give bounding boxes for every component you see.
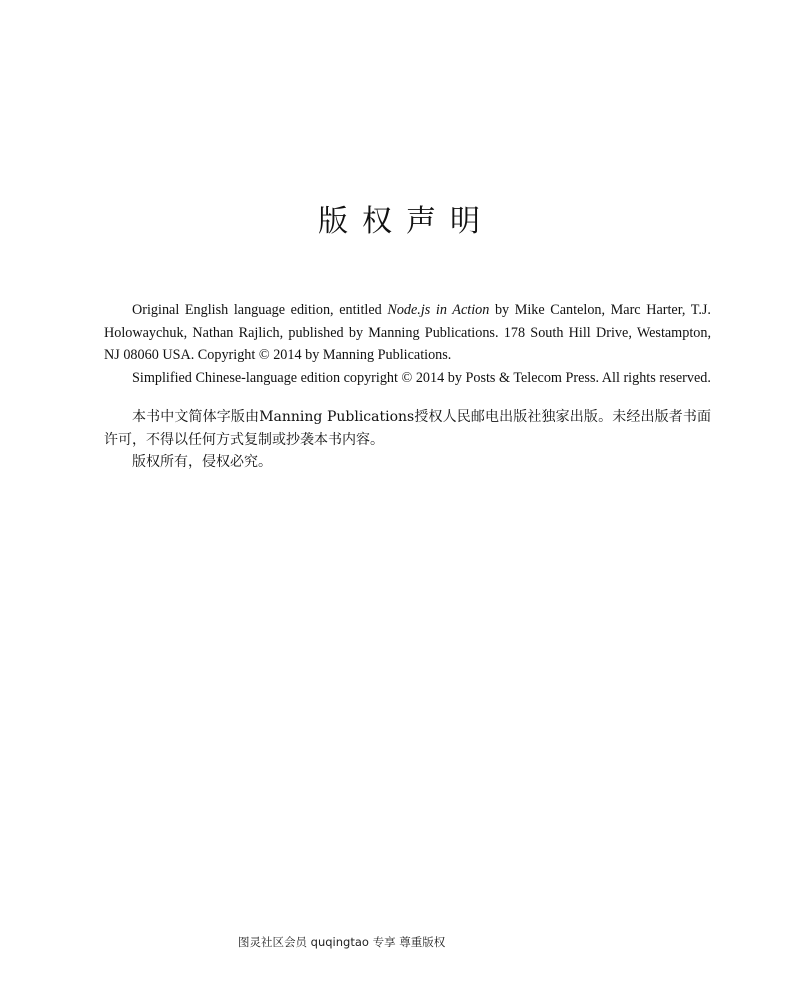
chinese-copyright-block xyxy=(104,406,711,474)
english-paragraph-1-rest: by Mike Cantelon, Marc Harter, T.J. Holowaychuk, Nathan Rajlich, published by Manning Publications. 178 South Hill Drive, Westampton, NJ 08060 USA. Copyright © 2014 by Manning Publications. xyxy=(104,302,711,363)
chinese-paragraph-2: 版权所有，侵权必究。 xyxy=(132,454,272,470)
english-paragraph-1-lead: Original English language edition, entitled xyxy=(132,302,388,318)
english-copyright-block xyxy=(104,299,711,389)
footer-watermark: 图灵社区会员 quqingtao 专享 尊重版权 xyxy=(238,935,446,949)
chinese-paragraph-1: 本书中文简体字版由Manning Publications授权人民邮电出版社独家出版。未经出版者书面许可，不得以任何方式复制或抄袭本书内容。 xyxy=(104,409,711,448)
book-title: Node.js in Action xyxy=(387,302,490,318)
page-title: 版权声明 xyxy=(318,204,494,239)
english-paragraph-1 xyxy=(104,299,711,367)
english-paragraph-2: Simplified Chinese-language edition copyright © 2014 by Posts & Telecom Press. All rights reserved. xyxy=(132,369,711,386)
